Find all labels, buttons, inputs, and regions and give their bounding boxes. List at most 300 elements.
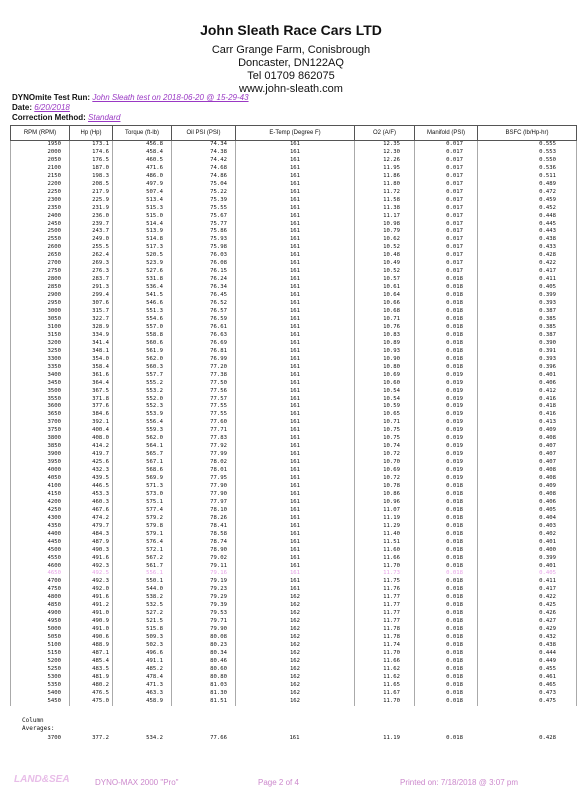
averages-row <box>10 735 576 743</box>
table-cell: 0.452 <box>478 205 577 213</box>
table-cell: 75.93 <box>172 236 236 244</box>
table-row <box>11 316 577 324</box>
table-cell: 10.80 <box>355 364 415 372</box>
table-cell: 0.019 <box>415 380 478 388</box>
table-header-row <box>11 126 577 141</box>
table-cell: 439.5 <box>70 475 113 483</box>
table-cell: 307.6 <box>70 300 113 308</box>
table-cell: 558.8 <box>113 332 172 340</box>
table-cell: 161 <box>236 332 355 340</box>
table-cell: 492.3 <box>70 578 113 586</box>
table-cell: 161 <box>236 372 355 380</box>
table-cell: 79.11 <box>172 563 236 571</box>
table-cell: 79.16 <box>172 570 236 578</box>
table-cell: 562.0 <box>113 435 172 443</box>
table-row <box>11 642 577 650</box>
table-cell: 538.2 <box>113 594 172 602</box>
table-cell: 3550 <box>11 396 70 404</box>
table-cell: 0.429 <box>478 626 577 634</box>
table-cell: 546.6 <box>113 300 172 308</box>
table-cell: 0.018 <box>415 308 478 316</box>
table-cell: 2600 <box>11 244 70 252</box>
table-cell: 3700 <box>11 419 70 427</box>
table-cell: 80.23 <box>172 642 236 650</box>
table-cell: 3200 <box>11 340 70 348</box>
table-cell: 162 <box>236 626 355 634</box>
table-row <box>11 213 577 221</box>
table-cell: 10.83 <box>355 332 415 340</box>
table-cell: 515.3 <box>113 205 172 213</box>
table-cell: 0.444 <box>478 650 577 658</box>
table-cell: 76.34 <box>172 284 236 292</box>
table-cell: 11.51 <box>355 539 415 547</box>
table-cell: 521.5 <box>113 618 172 626</box>
table-row <box>11 563 577 571</box>
table-cell: 74.68 <box>172 165 236 173</box>
table-cell: 0.018 <box>415 499 478 507</box>
table-cell: 0.019 <box>415 388 478 396</box>
table-row <box>11 236 577 244</box>
table-cell: 425.6 <box>70 459 113 467</box>
table-cell: 11.66 <box>355 555 415 563</box>
table-cell: 3050 <box>11 316 70 324</box>
table-cell: 2400 <box>11 213 70 221</box>
table-cell: 161 <box>236 539 355 547</box>
footer-product: DYNO-MAX 2000 "Pro" <box>95 778 179 787</box>
table-cell: 0.427 <box>478 618 577 626</box>
table-cell: 0.405 <box>478 507 577 515</box>
table-cell: 174.6 <box>70 149 113 157</box>
table-cell: 78.74 <box>172 539 236 547</box>
table-cell: 11.17 <box>355 213 415 221</box>
avg-torque: 534.2 <box>146 735 163 741</box>
table-cell: 77.50 <box>172 380 236 388</box>
table-cell: 0.418 <box>478 403 577 411</box>
table-cell: 75.55 <box>172 205 236 213</box>
avg-bsfc: 0.428 <box>539 735 556 741</box>
table-cell: 478.4 <box>113 674 172 682</box>
table-cell: 541.5 <box>113 292 172 300</box>
table-row <box>11 292 577 300</box>
table-cell: 5000 <box>11 626 70 634</box>
table-row <box>11 308 577 316</box>
date-value[interactable]: 6/20/2018 <box>34 103 70 112</box>
table-cell: 81.30 <box>172 690 236 698</box>
averages-label <box>22 717 55 733</box>
correction-value[interactable]: Standard <box>88 113 121 122</box>
table-cell: 0.017 <box>415 236 478 244</box>
table-cell: 0.407 <box>478 459 577 467</box>
table-cell: 10.66 <box>355 300 415 308</box>
table-cell: 162 <box>236 642 355 650</box>
table-cell: 5250 <box>11 666 70 674</box>
table-cell: 0.387 <box>478 308 577 316</box>
table-cell: 74.38 <box>172 149 236 157</box>
table-cell: 3250 <box>11 348 70 356</box>
table-cell: 0.018 <box>415 658 478 666</box>
footer-printed-on: Printed on: 7/18/2018 @ 3:07 pm <box>400 778 518 787</box>
table-cell: 0.019 <box>415 427 478 435</box>
table-row <box>11 356 577 364</box>
table-cell: 0.400 <box>478 547 577 555</box>
table-cell: 0.018 <box>415 602 478 610</box>
table-cell: 0.018 <box>415 618 478 626</box>
table-cell: 10.72 <box>355 475 415 483</box>
table-cell: 0.018 <box>415 364 478 372</box>
table-cell: 0.018 <box>415 626 478 634</box>
test-run-line <box>12 93 249 102</box>
table-cell: 0.461 <box>478 674 577 682</box>
table-cell: 496.6 <box>113 650 172 658</box>
table-cell: 0.019 <box>415 435 478 443</box>
table-cell: 527.6 <box>113 268 172 276</box>
table-cell: 76.81 <box>172 348 236 356</box>
table-row <box>11 539 577 547</box>
table-cell: 453.3 <box>70 491 113 499</box>
table-cell: 567.2 <box>113 555 172 563</box>
table-cell: 10.49 <box>355 260 415 268</box>
table-cell: 161 <box>236 165 355 173</box>
avg-oil-psi: 77.66 <box>210 735 227 741</box>
table-cell: 77.20 <box>172 364 236 372</box>
table-cell: 161 <box>236 419 355 427</box>
col-header-o2: O2 (A/F) <box>355 126 415 141</box>
table-cell: 400.4 <box>70 427 113 435</box>
table-cell: 354.0 <box>70 356 113 364</box>
test-run-value[interactable]: John Sleath test on 2018-06-20 @ 15-29-43 <box>92 93 249 102</box>
table-cell: 550.1 <box>113 578 172 586</box>
table-cell: 5100 <box>11 642 70 650</box>
table-cell: 491.2 <box>70 602 113 610</box>
table-cell: 11.70 <box>355 698 415 706</box>
table-cell: 0.018 <box>415 547 478 555</box>
avg-e-temp: 161 <box>289 735 300 741</box>
table-cell: 161 <box>236 324 355 332</box>
table-cell: 485.2 <box>113 666 172 674</box>
table-cell: 0.018 <box>415 682 478 690</box>
table-cell: 0.422 <box>478 260 577 268</box>
table-cell: 471.6 <box>113 165 172 173</box>
table-cell: 0.443 <box>478 228 577 236</box>
table-cell: 0.393 <box>478 356 577 364</box>
table-cell: 161 <box>236 435 355 443</box>
table-cell: 255.5 <box>70 244 113 252</box>
table-cell: 471.3 <box>113 682 172 690</box>
table-cell: 0.459 <box>478 197 577 205</box>
table-cell: 162 <box>236 666 355 674</box>
table-cell: 488.9 <box>70 642 113 650</box>
table-cell: 491.0 <box>70 610 113 618</box>
table-row <box>11 594 577 602</box>
table-cell: 10.54 <box>355 388 415 396</box>
table-cell: 0.018 <box>415 340 478 348</box>
table-cell: 0.449 <box>478 658 577 666</box>
table-cell: 161 <box>236 149 355 157</box>
table-cell: 491.1 <box>113 658 172 666</box>
table-cell: 0.018 <box>415 666 478 674</box>
table-cell: 161 <box>236 308 355 316</box>
table-cell: 520.5 <box>113 252 172 260</box>
table-cell: 161 <box>236 173 355 181</box>
table-cell: 0.445 <box>478 221 577 229</box>
table-cell: 0.405 <box>478 284 577 292</box>
table-cell: 579.2 <box>113 515 172 523</box>
table-cell: 492.3 <box>70 563 113 571</box>
table-cell: 187.0 <box>70 165 113 173</box>
table-cell: 0.411 <box>478 276 577 284</box>
table-cell: 328.9 <box>70 324 113 332</box>
table-cell: 5200 <box>11 658 70 666</box>
table-cell: 262.4 <box>70 252 113 260</box>
table-cell: 2350 <box>11 205 70 213</box>
table-cell: 11.73 <box>355 570 415 578</box>
table-cell: 0.018 <box>415 348 478 356</box>
table-row <box>11 586 577 594</box>
table-cell: 161 <box>236 483 355 491</box>
table-cell: 80.34 <box>172 650 236 658</box>
table-cell: 4400 <box>11 531 70 539</box>
table-cell: 0.017 <box>415 189 478 197</box>
table-cell: 12.30 <box>355 149 415 157</box>
table-cell: 11.74 <box>355 642 415 650</box>
table-cell: 10.60 <box>355 380 415 388</box>
table-cell: 0.473 <box>478 690 577 698</box>
table-cell: 556.4 <box>113 419 172 427</box>
table-cell: 509.3 <box>113 634 172 642</box>
table-cell: 0.396 <box>478 364 577 372</box>
table-row <box>11 682 577 690</box>
table-cell: 484.3 <box>70 531 113 539</box>
table-cell: 507.4 <box>113 189 172 197</box>
table-cell: 0.018 <box>415 578 478 586</box>
table-row <box>11 547 577 555</box>
table-cell: 11.60 <box>355 547 415 555</box>
table-cell: 0.409 <box>478 427 577 435</box>
table-cell: 10.90 <box>355 356 415 364</box>
table-cell: 0.017 <box>415 268 478 276</box>
table-cell: 161 <box>236 523 355 531</box>
table-cell: 3150 <box>11 332 70 340</box>
table-cell: 555.2 <box>113 380 172 388</box>
table-cell: 0.385 <box>478 316 577 324</box>
table-cell: 10.64 <box>355 292 415 300</box>
table-cell: 10.75 <box>355 427 415 435</box>
table-cell: 11.75 <box>355 578 415 586</box>
table-cell: 579.1 <box>113 531 172 539</box>
table-cell: 161 <box>236 276 355 284</box>
table-cell: 456.8 <box>113 141 172 149</box>
table-cell: 414.2 <box>70 443 113 451</box>
table-cell: 0.018 <box>415 690 478 698</box>
table-cell: 560.3 <box>113 364 172 372</box>
table-cell: 485.4 <box>70 658 113 666</box>
table-cell: 10.54 <box>355 396 415 404</box>
table-cell: 0.416 <box>478 396 577 404</box>
table-cell: 513.4 <box>113 197 172 205</box>
table-cell: 0.018 <box>415 642 478 650</box>
table-cell: 483.5 <box>70 666 113 674</box>
table-cell: 0.017 <box>415 165 478 173</box>
table-cell: 74.42 <box>172 157 236 165</box>
table-cell: 0.422 <box>478 594 577 602</box>
table-cell: 10.89 <box>355 340 415 348</box>
table-cell: 5150 <box>11 650 70 658</box>
table-cell: 161 <box>236 515 355 523</box>
table-cell: 4750 <box>11 586 70 594</box>
table-cell: 2800 <box>11 276 70 284</box>
table-cell: 3350 <box>11 364 70 372</box>
table-cell: 162 <box>236 698 355 706</box>
table-cell: 5400 <box>11 690 70 698</box>
table-cell: 5450 <box>11 698 70 706</box>
table-cell: 544.0 <box>113 586 172 594</box>
table-row <box>11 491 577 499</box>
table-cell: 77.57 <box>172 396 236 404</box>
table-cell: 565.7 <box>113 451 172 459</box>
table-row <box>11 578 577 586</box>
table-cell: 0.018 <box>415 523 478 531</box>
table-cell: 161 <box>236 475 355 483</box>
table-cell: 5300 <box>11 674 70 682</box>
table-cell: 0.416 <box>478 411 577 419</box>
table-cell: 322.7 <box>70 316 113 324</box>
table-cell: 162 <box>236 690 355 698</box>
correction-line <box>12 113 120 122</box>
table-cell: 556.1 <box>113 570 172 578</box>
table-cell: 0.017 <box>415 221 478 229</box>
col-header-torque: Torque (ft-lb) <box>113 126 172 141</box>
table-row <box>11 690 577 698</box>
table-row <box>11 276 577 284</box>
table-cell: 458.4 <box>113 149 172 157</box>
table-cell: 10.86 <box>355 491 415 499</box>
table-row <box>11 467 577 475</box>
table-cell: 77.90 <box>172 491 236 499</box>
table-row <box>11 507 577 515</box>
table-cell: 78.58 <box>172 531 236 539</box>
table-cell: 76.15 <box>172 268 236 276</box>
table-cell: 2750 <box>11 268 70 276</box>
table-cell: 10.65 <box>355 411 415 419</box>
table-cell: 0.018 <box>415 531 478 539</box>
table-cell: 2100 <box>11 165 70 173</box>
table-row <box>11 300 577 308</box>
table-cell: 0.018 <box>415 674 478 682</box>
table-cell: 2550 <box>11 236 70 244</box>
table-cell: 12.35 <box>355 141 415 149</box>
company-website: www.john-sleath.com <box>239 83 343 95</box>
table-cell: 0.432 <box>478 634 577 642</box>
avg-rpm: 3700 <box>47 735 61 741</box>
table-cell: 479.7 <box>70 523 113 531</box>
table-cell: 4350 <box>11 523 70 531</box>
table-cell: 0.018 <box>415 284 478 292</box>
table-cell: 161 <box>236 531 355 539</box>
table-cell: 10.76 <box>355 324 415 332</box>
table-cell: 553.2 <box>113 388 172 396</box>
table-cell: 0.387 <box>478 332 577 340</box>
table-cell: 0.018 <box>415 324 478 332</box>
table-cell: 161 <box>236 340 355 348</box>
table-cell: 76.45 <box>172 292 236 300</box>
table-cell: 11.80 <box>355 181 415 189</box>
table-cell: 514.8 <box>113 236 172 244</box>
table-row <box>11 284 577 292</box>
table-cell: 446.5 <box>70 483 113 491</box>
col-header-manifold: Manifold (PSI) <box>415 126 478 141</box>
table-cell: 4800 <box>11 594 70 602</box>
table-cell: 236.0 <box>70 213 113 221</box>
table-cell: 0.017 <box>415 157 478 165</box>
table-cell: 76.69 <box>172 340 236 348</box>
table-cell: 11.40 <box>355 531 415 539</box>
table-cell: 3900 <box>11 451 70 459</box>
table-cell: 0.489 <box>478 181 577 189</box>
table-cell: 5350 <box>11 682 70 690</box>
table-cell: 76.99 <box>172 356 236 364</box>
table-row <box>11 634 577 642</box>
table-row <box>11 380 577 388</box>
table-cell: 77.38 <box>172 372 236 380</box>
table-cell: 0.018 <box>415 276 478 284</box>
table-row <box>11 523 577 531</box>
table-row <box>11 165 577 173</box>
table-cell: 225.9 <box>70 197 113 205</box>
table-cell: 77.55 <box>172 411 236 419</box>
table-cell: 0.399 <box>478 292 577 300</box>
table-cell: 0.409 <box>478 483 577 491</box>
table-cell: 10.68 <box>355 308 415 316</box>
table-cell: 554.6 <box>113 316 172 324</box>
table-cell: 0.018 <box>415 300 478 308</box>
table-row <box>11 570 577 578</box>
table-cell: 572.1 <box>113 547 172 555</box>
table-cell: 5050 <box>11 634 70 642</box>
table-cell: 571.3 <box>113 483 172 491</box>
table-row <box>11 268 577 276</box>
table-cell: 0.018 <box>415 563 478 571</box>
table-cell: 11.76 <box>355 586 415 594</box>
table-cell: 0.402 <box>478 531 577 539</box>
table-row <box>11 181 577 189</box>
table-cell: 161 <box>236 499 355 507</box>
table-cell: 162 <box>236 618 355 626</box>
table-cell: 176.5 <box>70 157 113 165</box>
table-row <box>11 411 577 419</box>
table-cell: 0.411 <box>478 578 577 586</box>
averages-table <box>10 735 576 743</box>
table-cell: 0.018 <box>415 483 478 491</box>
averages-label-line2: Averages: <box>22 725 55 732</box>
table-cell: 161 <box>236 563 355 571</box>
table-cell: 79.29 <box>172 594 236 602</box>
table-cell: 10.79 <box>355 228 415 236</box>
table-cell: 0.018 <box>415 594 478 602</box>
table-cell: 487.9 <box>70 539 113 547</box>
table-cell: 161 <box>236 578 355 586</box>
table-cell: 3600 <box>11 403 70 411</box>
table-row <box>11 205 577 213</box>
table-cell: 0.017 <box>415 149 478 157</box>
table-cell: 4700 <box>11 578 70 586</box>
table-cell: 79.19 <box>172 578 236 586</box>
table-cell: 10.62 <box>355 236 415 244</box>
table-cell: 0.553 <box>478 149 577 157</box>
table-cell: 161 <box>236 443 355 451</box>
table-cell: 0.465 <box>478 682 577 690</box>
table-cell: 4550 <box>11 555 70 563</box>
table-cell: 0.412 <box>478 388 577 396</box>
